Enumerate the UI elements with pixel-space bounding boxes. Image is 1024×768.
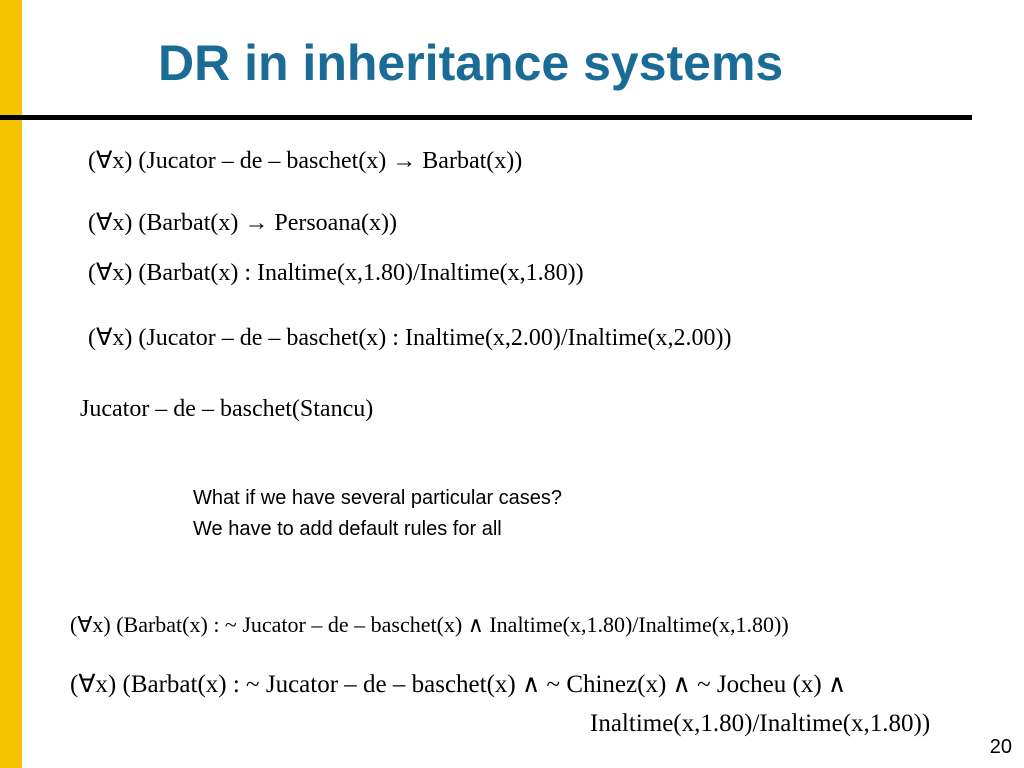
note-text [193,483,562,545]
note-line-answer: We have to add default rules for all [193,518,502,540]
formula-fact-stancu: Jucator – de – baschet(Stancu) [80,396,374,422]
note-line-question: What if we have several particular cases? [193,487,563,509]
formula-default-jucator-inaltime: (∀x) (Jucator – de – baschet(x) : Inaltime(x,2.00)/Inaltime(x,2.00)) [88,325,732,351]
formula-default-rule-multiple-exceptions: (∀x) (Barbat(x) : ~ Jucator – de – baschet(x) ∧ ~ Chinez(x) ∧ ~ Jocheu (x) ∧ [70,671,847,698]
formula-barbat-implies-persoana: (∀x) (Barbat(x) → Persoana(x)) [88,210,397,236]
formula-default-rule-single-exception: (∀x) (Barbat(x) : ~ Jucator – de – baschet(x) ∧ Inaltime(x,1.80)/Inaltime(x,1.80)) [70,612,789,637]
page-number: 20 [989,736,1012,758]
slide-title: DR in inheritance systems [158,35,784,91]
title-divider [0,115,972,120]
formula-default-rule-multiple-exceptions-continued: Inaltime(x,1.80)/Inaltime(x,1.80)) [590,710,931,737]
formula-jucator-implies-barbat: (∀x) (Jucator – de – baschet(x) → Barbat(x)) [88,148,523,174]
formula-default-barbat-inaltime: (∀x) (Barbat(x) : Inaltime(x,1.80)/Inaltime(x,1.80)) [88,260,584,286]
